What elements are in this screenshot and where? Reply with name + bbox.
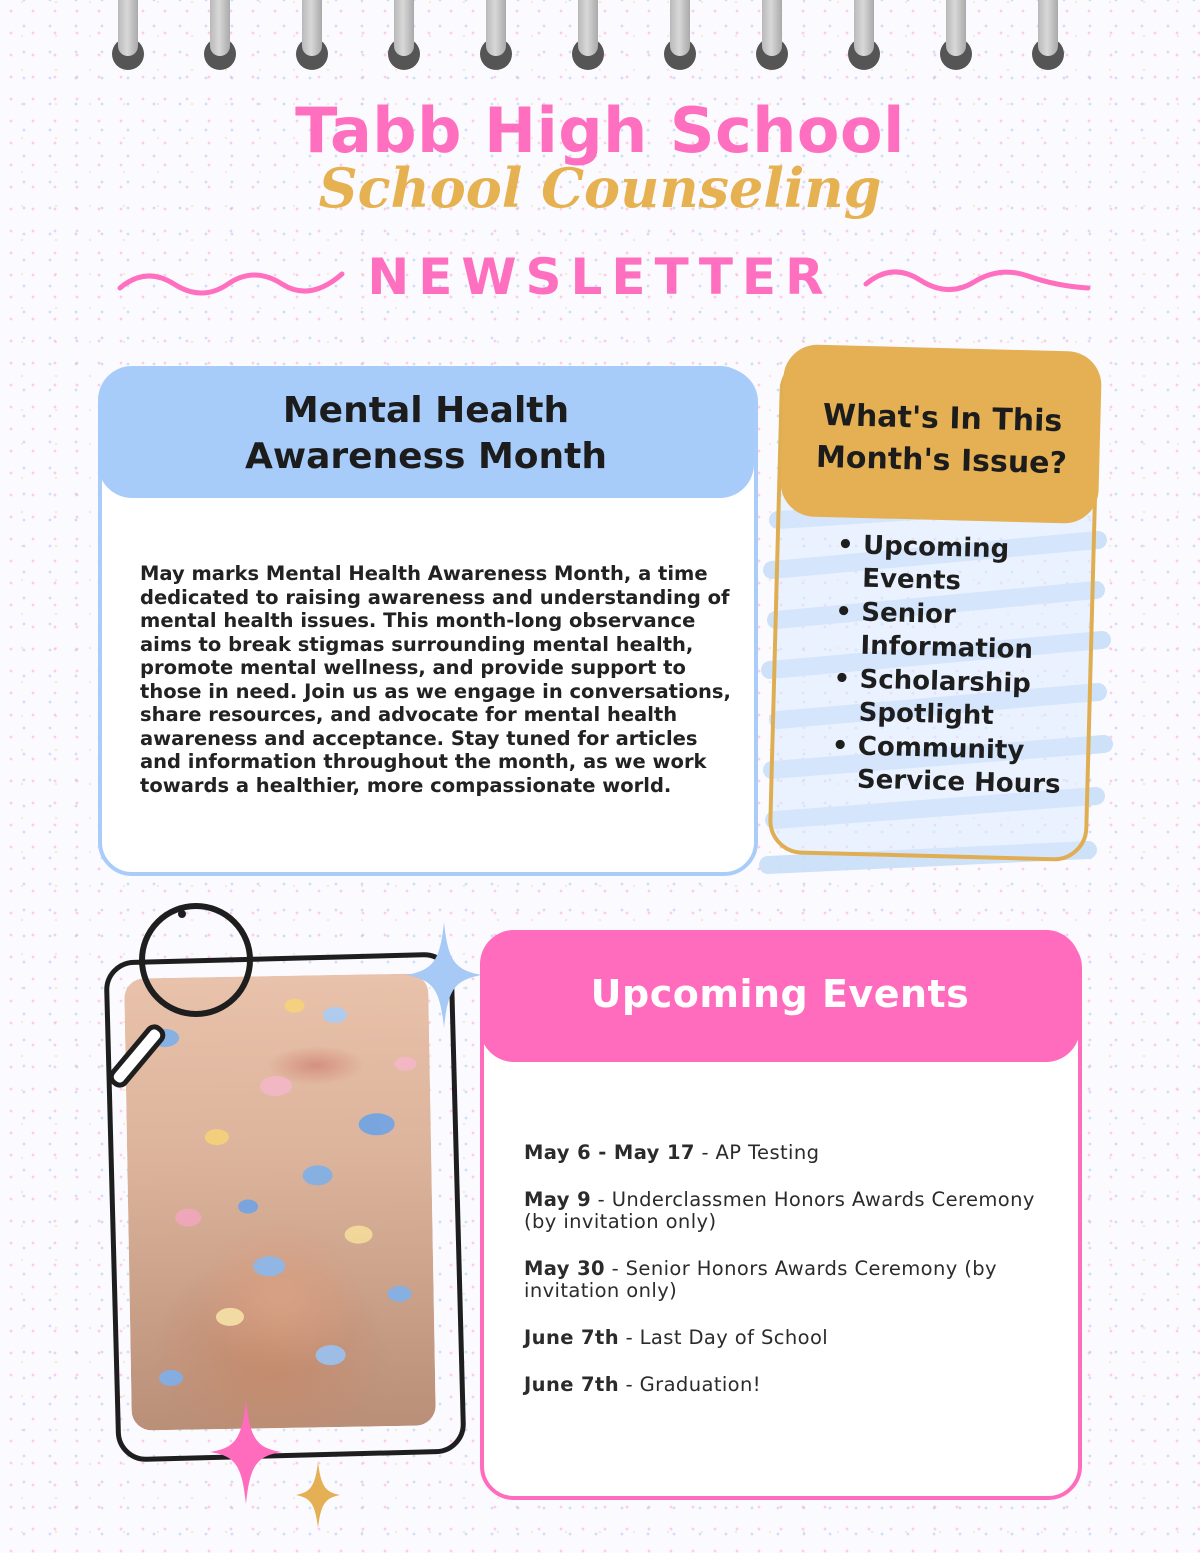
event-desc: Underclassmen Honors Awards Ceremony (by invitation only): [524, 1188, 1035, 1233]
binding-ring-icon: [110, 0, 146, 72]
event-date: June 7th: [524, 1373, 620, 1396]
binding-ring-icon: [1030, 0, 1066, 72]
issue-item: • Community Service Hours: [823, 730, 1075, 803]
event-desc: Last Day of School: [639, 1326, 829, 1349]
event-date: May 6 - May 17: [524, 1141, 695, 1164]
event-item: [524, 1142, 1044, 1164]
pink-sparkle-icon: [208, 1398, 284, 1506]
event-desc: AP Testing: [715, 1141, 820, 1164]
school-name: Tabb High School: [295, 94, 905, 167]
issue-title-line2: Month's Issue?: [815, 439, 1068, 482]
event-desc: Graduation!: [639, 1373, 761, 1396]
event-item: [524, 1258, 1044, 1302]
issue-title: [791, 394, 1093, 486]
event-separator: -: [591, 1188, 612, 1211]
event-separator: -: [605, 1257, 626, 1280]
binding-ring-icon: [202, 0, 238, 72]
event-date: May 30: [524, 1257, 605, 1280]
spiral-binding: [0, 0, 1200, 80]
issue-item: • Senior Information: [826, 596, 1078, 669]
issue-title-line1: What's In This: [822, 397, 1063, 440]
magnifying-glass-icon: [100, 898, 270, 1088]
right-squiggle-icon: [862, 258, 1092, 308]
event-item: [524, 1374, 1044, 1396]
binding-ring-icon: [938, 0, 974, 72]
binding-ring-icon: [846, 0, 882, 72]
events-list: [524, 1142, 1044, 1421]
mental-health-title: [98, 388, 754, 480]
issue-item: • Scholarship Spotlight: [824, 663, 1076, 736]
binding-ring-icon: [662, 0, 698, 72]
events-title: Upcoming Events: [590, 972, 970, 1016]
event-item: [524, 1189, 1044, 1233]
event-date: June 7th: [524, 1326, 620, 1349]
binding-ring-icon: [294, 0, 330, 72]
department-name: School Counseling: [318, 156, 882, 220]
mental-health-body: May marks Mental Health Awareness Month, a time dedicated to raising awareness and understanding of mental health issues. This month-long observance aims to break stigmas surrounding mental health, promote mental wellness, and provide support to those in need. Join us as we engage in conversations, share resources, and advocate for mental health awareness and acceptance. Stay tuned for articles and information throughout the month, as we work towards a healthier, more compassionate world.: [140, 562, 731, 797]
event-separator: -: [694, 1141, 716, 1164]
issue-item: • Upcoming Events: [828, 529, 1080, 602]
mental-health-title-line2: Awareness Month: [244, 436, 608, 477]
binding-ring-icon: [478, 0, 514, 72]
gold-sparkle-icon: [294, 1460, 342, 1530]
issue-list: [823, 529, 1080, 803]
event-desc: Senior Honors Awards Ceremony (by invitation only): [524, 1257, 998, 1302]
event-separator: -: [619, 1326, 640, 1349]
blue-sparkle-icon: [404, 920, 484, 1030]
event-date: May 9: [524, 1188, 592, 1211]
event-item: [524, 1327, 1044, 1349]
event-separator: -: [619, 1373, 640, 1396]
binding-ring-icon: [754, 0, 790, 72]
binding-ring-icon: [570, 0, 606, 72]
mental-health-title-line1: Mental Health: [282, 390, 570, 431]
binding-ring-icon: [386, 0, 422, 72]
newsletter-label: NEWSLETTER: [367, 248, 833, 306]
